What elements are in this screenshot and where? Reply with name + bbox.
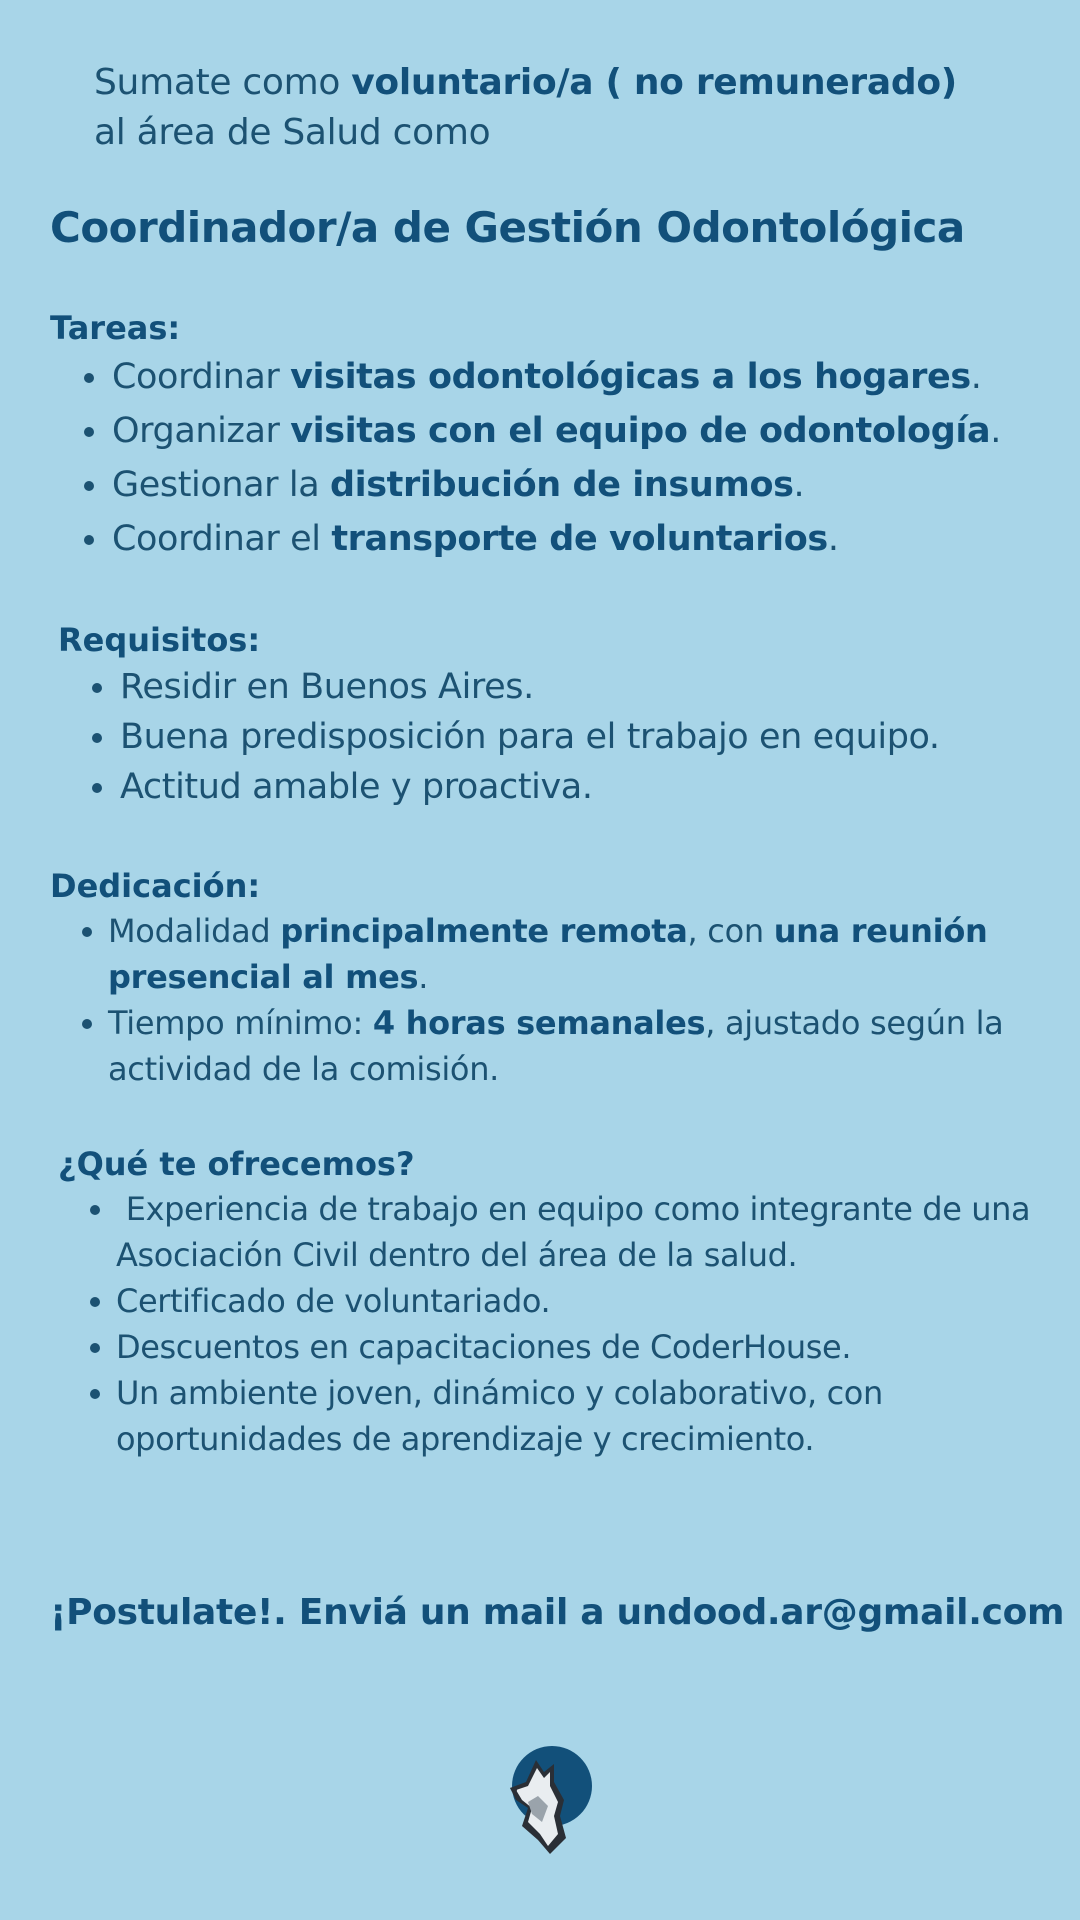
list-item: Certificado de voluntariado. — [58, 1278, 1076, 1324]
ofrecemos-section — [58, 1142, 1058, 1462]
list-item: Descuentos en capacitaciones de CoderHouse. — [58, 1324, 1076, 1370]
dedicacion-section — [50, 864, 1050, 1092]
list-item: Un ambiente joven, dinámico y colaborativo, con oportunidades de aprendizaje y crecimiento. — [58, 1370, 1076, 1462]
list-item: Experiencia de trabajo en equipo como integrante de una Asociación Civil dentro del área de la salud. — [58, 1186, 1076, 1278]
tareas-section — [50, 306, 1050, 566]
ofrecemos-list — [58, 1186, 1058, 1462]
list-item: Modalidad principalmente remota, con una reunión presencial al mes. — [50, 908, 1058, 1000]
apply-call-to-action: ¡Postulate!. Enviá un mail a undood.ar@gmail.com — [50, 1592, 1065, 1633]
tareas-list — [50, 350, 1050, 566]
wolf-howling-moon-icon — [492, 1742, 596, 1856]
list-item: Tiempo mínimo: 4 horas semanales, ajustado según la actividad de la comisión. — [50, 1000, 1058, 1092]
ofrecemos-heading: ¿Qué te ofrecemos? — [58, 1145, 415, 1183]
list-item: Buena predisposición para el trabajo en equipo. — [58, 712, 1058, 762]
dedicacion-heading: Dedicación: — [50, 867, 261, 905]
list-item: Coordinar el transporte de voluntarios. — [50, 512, 1050, 566]
intro-text: Sumate como voluntario/a ( no remunerado) al área de Salud como — [94, 62, 957, 153]
list-item: Organizar visitas con el equipo de odontología. — [50, 404, 1050, 458]
page-title: Coordinador/a de Gestión Odontológica — [50, 203, 965, 252]
requisitos-list — [58, 662, 1058, 812]
dedicacion-list — [50, 908, 1050, 1092]
requisitos-section — [58, 618, 1058, 812]
list-item: Coordinar visitas odontológicas a los hogares. — [50, 350, 1050, 404]
list-item: Gestionar la distribución de insumos. — [50, 458, 1050, 512]
tareas-heading: Tareas: — [50, 309, 181, 347]
requisitos-heading: Requisitos: — [58, 621, 261, 659]
list-item: Actitud amable y proactiva. — [58, 762, 1058, 812]
list-item: Residir en Buenos Aires. — [58, 662, 1058, 712]
